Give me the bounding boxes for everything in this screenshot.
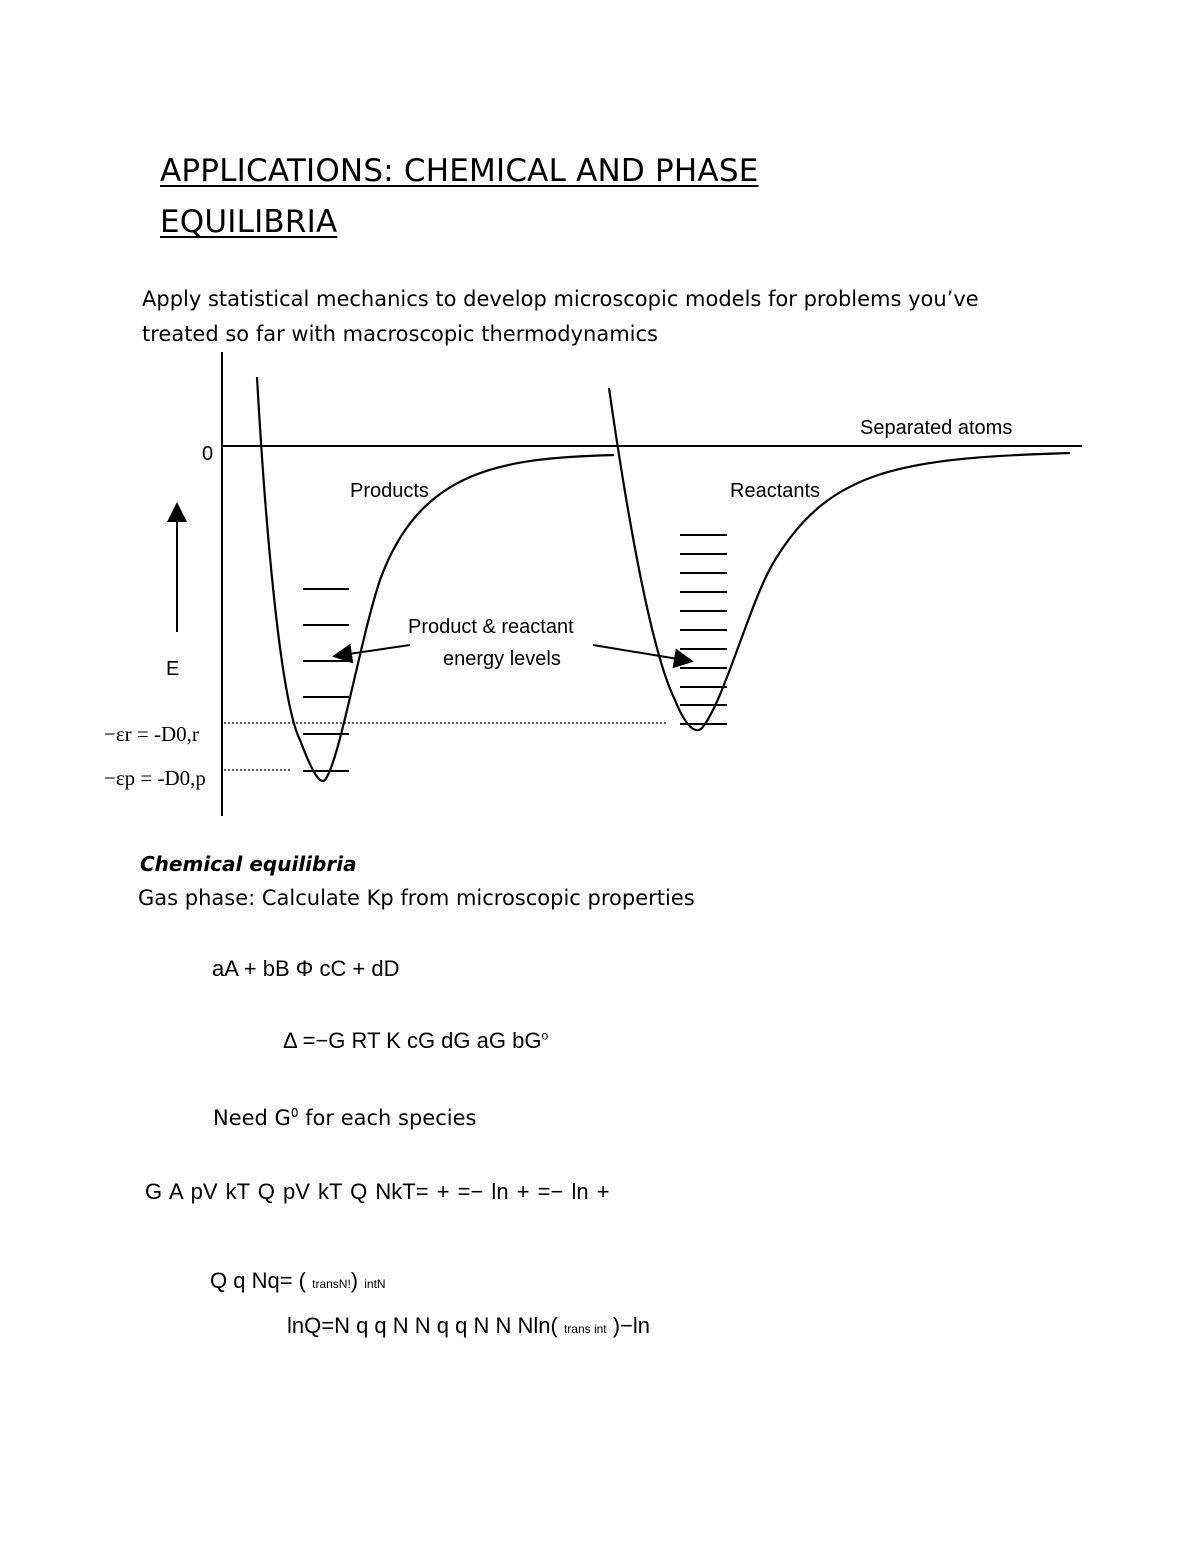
q-equation-main: Q q Nq= ( [210,1268,306,1293]
separated-atoms-label: Separated atoms [860,417,1013,439]
ep-label: −εp = -D0,p [104,766,206,790]
gibbs-equation-text: Δ =−G RT K cG dG aG bG [283,1028,542,1053]
intro-line2: treated so far with macroscopic thermodynamics [142,322,658,346]
intro-line1: Apply statistical mechanics to develop microscopic models for problems you’ve [142,287,979,311]
products-well-curve [257,377,614,781]
gibbs-equation [283,1028,548,1054]
reaction-equation: aA + bB Φ cC + dD [212,956,400,981]
products-energy-levels [303,589,349,771]
energy-axis-label: E [166,658,180,680]
er-label: −εr = -D0,r [104,722,199,746]
q-equation [210,1268,386,1294]
gibbs-equation-sup: o [541,1028,549,1043]
arrow-to-reactants-levels [593,645,684,660]
arrow-to-products-levels [342,645,410,655]
q-equation-close: ) [350,1268,359,1293]
lnq-equation-main: lnQ=N q q N N q q N N Nln( [287,1313,558,1338]
section-heading: Chemical equilibria [140,852,357,876]
need-text: Need G [213,1106,291,1130]
page-title-line2: EQUILIBRIA [160,204,338,240]
section-subheading: Gas phase: Calculate Kp from microscopic properties [138,886,695,910]
lnq-equation [287,1313,650,1339]
q-equation-sub2: intN [364,1277,386,1291]
zero-label: 0 [202,443,214,465]
energy-levels-label-line1: Product & reactant [408,616,574,638]
lnq-equation-sub: trans int [563,1322,607,1336]
energy-levels-label-line2: energy levels [443,648,561,670]
reactants-label: Reactants [730,480,821,502]
q-equation-sub1: transN! [312,1277,351,1291]
need-rest: for each species [298,1106,477,1130]
need-sup: 0 [290,1106,299,1120]
g-relation-equation: G A pV kT Q pV kT Q NkT= + =− ln + =− ln + [145,1179,610,1204]
reactants-well-curve [609,388,1070,730]
products-label: Products [350,480,429,502]
lnq-equation-end: )−ln [612,1313,651,1338]
need-g-line [213,1106,476,1130]
page-title-line1: APPLICATIONS: CHEMICAL AND PHASE [160,153,759,189]
